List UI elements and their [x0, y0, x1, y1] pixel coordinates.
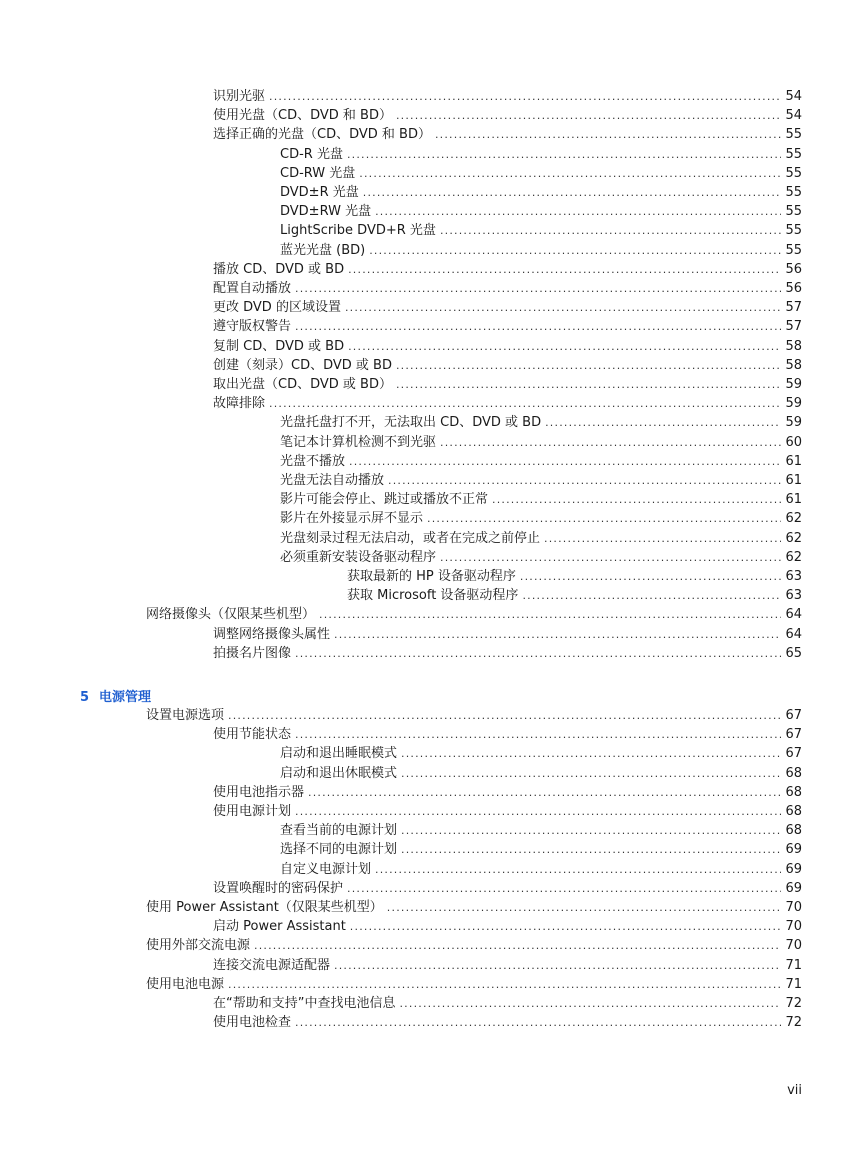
toc-leader-dots: [375, 860, 781, 879]
toc-entry-page: 67: [785, 746, 802, 762]
toc-leader-dots: [427, 509, 781, 528]
toc-entry-page: 59: [785, 377, 802, 392]
toc-leader-dots: [295, 802, 781, 821]
toc-entry[interactable]: [146, 898, 802, 917]
toc-entry-title: 笔记本计算机检测不到光驱: [280, 434, 437, 450]
toc-entry[interactable]: [213, 783, 802, 802]
toc-entry-title: 网络摄像头（仅限某些机型）: [146, 607, 316, 623]
toc-leader-dots: [349, 452, 781, 471]
toc-leader-dots: [435, 125, 781, 144]
toc-entry[interactable]: [280, 241, 802, 260]
toc-entry-title: 遵守版权警告: [213, 319, 292, 335]
toc-leader-dots: [295, 644, 781, 663]
toc-leader-dots: [350, 917, 782, 936]
toc-entry-title: 选择正确的光盘（CD、DVD 和 BD）: [213, 127, 431, 143]
toc-entry-page: 72: [785, 1015, 802, 1031]
toc-entry-page: 70: [785, 938, 802, 954]
toc-leader-dots: [401, 840, 781, 859]
toc-entry-page: 54: [785, 89, 802, 104]
toc-entry[interactable]: [213, 1013, 802, 1032]
toc-entry-page: 57: [785, 319, 802, 335]
toc-entry-title: 使用电池电源: [146, 976, 225, 992]
toc-leader-dots: [347, 879, 781, 898]
toc-entry-page: 55: [785, 127, 802, 143]
toc-entry-title: 更改 DVD 的区域设置: [213, 300, 341, 316]
toc-leader-dots: [545, 413, 781, 432]
toc-entry[interactable]: [146, 936, 802, 955]
toc-entry[interactable]: [347, 586, 802, 605]
toc-entry-page: 68: [785, 765, 802, 781]
toc-entry-title: 使用电池检查: [213, 1015, 292, 1031]
toc-entry-page: 68: [785, 823, 802, 839]
toc-entry[interactable]: [146, 605, 802, 624]
toc-entry-page: 68: [785, 784, 802, 800]
toc-entry-page: 72: [785, 996, 802, 1011]
toc-entry-page: 55: [785, 223, 802, 239]
toc-leader-dots: [401, 821, 781, 840]
toc-entry-page: 62: [785, 549, 802, 565]
toc-entry[interactable]: [213, 956, 802, 975]
toc-entry-title: 光盘刻录过程无法启动，或者在完成之前停止: [280, 530, 541, 546]
toc-entry-page: 63: [785, 588, 802, 604]
toc-entry[interactable]: [213, 879, 802, 898]
toc-entry-title: 配置自动播放: [213, 281, 292, 296]
toc-entry-title: 拍摄名片图像: [213, 645, 292, 661]
toc-entry-title: 使用外部交流电源: [146, 938, 251, 954]
toc-entry[interactable]: [280, 490, 802, 509]
toc-entry-title: 启动 Power Assistant: [213, 919, 346, 935]
toc-entry-page: 68: [785, 804, 802, 819]
toc-leader-dots: [228, 706, 781, 725]
toc-leader-dots: [348, 337, 781, 356]
toc-entry[interactable]: [213, 279, 802, 298]
toc-entry[interactable]: [213, 125, 802, 144]
toc-entry-title: 使用电池指示器: [213, 784, 305, 800]
toc-entry-title: 使用节能状态: [213, 727, 292, 743]
toc-leader-dots: [520, 567, 782, 586]
toc-entry-page: 71: [785, 957, 802, 973]
toc-entry-title: 取出光盘（CD、DVD 或 BD）: [213, 377, 392, 392]
toc-entry[interactable]: [280, 821, 802, 840]
toc-leader-dots: [334, 956, 781, 975]
toc-leader-dots: [269, 87, 781, 106]
toc-entry[interactable]: [280, 452, 802, 471]
toc-entry[interactable]: [213, 802, 802, 821]
toc-entry-page: 55: [785, 204, 802, 220]
toc-entry[interactable]: [213, 644, 802, 663]
toc-entry[interactable]: [146, 706, 802, 725]
toc-entry-title: 影片可能会停止、跳过或播放不正常: [280, 492, 489, 508]
toc-entry-title: CD-RW 光盘: [280, 165, 356, 181]
toc-entry-page: 54: [785, 108, 802, 124]
toc-leader-dots: [388, 471, 781, 490]
toc-entry-title: 获取 Microsoft 设备驱动程序: [347, 588, 519, 604]
toc-entry[interactable]: [280, 840, 802, 859]
toc-entry-page: 59: [785, 415, 802, 431]
toc-entry[interactable]: [213, 625, 802, 644]
toc-leader-dots: [375, 202, 781, 221]
toc-entry-title: 光盘不播放: [280, 453, 346, 469]
toc-entry-title: 连接交流电源适配器: [213, 957, 331, 973]
toc-leader-dots: [387, 898, 782, 917]
toc-entry-page: 69: [785, 842, 802, 858]
toc-entry-title: 在“帮助和支持”中查找电池信息: [213, 996, 396, 1011]
toc-leader-dots: [347, 145, 782, 164]
chapter-number: 5: [80, 690, 90, 705]
toc-leader-dots: [544, 529, 781, 548]
toc-entry-page: 62: [785, 530, 802, 546]
toc-entry-title: 查看当前的电源计划: [280, 823, 398, 839]
toc-entry-title: LightScribe DVD+R 光盘: [280, 223, 436, 239]
toc-entry-title: 获取最新的 HP 设备驱动程序: [347, 569, 516, 584]
toc-entry[interactable]: [280, 529, 802, 548]
toc-leader-dots: [399, 994, 781, 1013]
toc-entry-title: 识别光驱: [213, 89, 266, 104]
toc-entry[interactable]: [213, 994, 802, 1013]
toc-leader-dots: [295, 1013, 781, 1032]
toc-leader-dots: [522, 586, 781, 605]
toc-entry-title: 使用光盘（CD、DVD 和 BD）: [213, 108, 392, 124]
toc-leader-dots: [348, 260, 781, 279]
toc-entry-page: 56: [785, 261, 802, 277]
toc-entry[interactable]: [213, 725, 802, 744]
toc-leader-dots: [369, 241, 781, 260]
toc-entry-title: 启动和退出休眠模式: [280, 765, 398, 781]
toc-entry-title: 使用 Power Assistant（仅限某些机型）: [146, 900, 383, 915]
toc-entry-title: 光盘无法自动播放: [280, 473, 385, 488]
chapter-title: 电源管理: [99, 690, 152, 705]
toc-entry-page: 55: [785, 242, 802, 258]
toc-entry[interactable]: [213, 394, 802, 413]
toc-entry-title: 蓝光光盘 (BD): [280, 242, 366, 258]
toc-entry[interactable]: [213, 917, 802, 936]
toc-entry[interactable]: [347, 567, 802, 586]
toc-entry-title: DVD±RW 光盘: [280, 204, 372, 220]
toc-entry[interactable]: [146, 975, 802, 994]
toc-entry-title: 自定义电源计划: [280, 861, 372, 877]
toc-entry[interactable]: [280, 164, 802, 183]
toc-entry-page: 63: [785, 569, 802, 584]
toc-leader-dots: [440, 221, 782, 240]
toc-leader-dots: [295, 317, 781, 336]
toc-entry[interactable]: [213, 375, 802, 394]
toc-entry-title: 必须重新安装设备驱动程序: [280, 549, 437, 565]
toc-entry[interactable]: [280, 145, 802, 164]
toc-entry-title: 设置唤醒时的密码保护: [213, 880, 344, 896]
toc-entry-title: 使用电源计划: [213, 804, 292, 819]
toc-entry[interactable]: [280, 860, 802, 879]
toc-leader-dots: [363, 183, 782, 202]
toc-entry-title: 设置电源选项: [146, 708, 225, 723]
toc-leader-dots: [492, 490, 781, 509]
toc-entry-title: 播放 CD、DVD 或 BD: [213, 261, 345, 277]
toc-entry[interactable]: [280, 548, 802, 567]
toc-entry[interactable]: [213, 260, 802, 279]
toc-entry-title: 选择不同的电源计划: [280, 842, 398, 858]
toc-entry[interactable]: [280, 764, 802, 783]
toc-entry-title: 调整网络摄像头属性: [213, 626, 331, 642]
toc-leader-dots: [308, 783, 781, 802]
toc-entry-page: 69: [785, 861, 802, 877]
toc-leader-dots: [396, 356, 781, 375]
toc-leader-dots: [254, 936, 781, 955]
toc-entry-page: 60: [785, 434, 802, 450]
toc-entry-page: 67: [785, 708, 802, 723]
toc-entry-page: 55: [785, 165, 802, 181]
toc-leader-dots: [359, 164, 781, 183]
toc-entry[interactable]: [213, 298, 802, 317]
toc-leader-dots: [440, 433, 781, 452]
toc-entry[interactable]: [213, 106, 802, 125]
toc-leader-dots: [319, 605, 781, 624]
page-number-footer: vii: [787, 1083, 802, 1098]
toc-entry-page: 57: [785, 300, 802, 316]
toc-entry[interactable]: [213, 356, 802, 375]
toc-entry[interactable]: [280, 221, 802, 240]
toc-leader-dots: [401, 764, 781, 783]
toc-entry-title: 创建（刻录）CD、DVD 或 BD: [213, 357, 392, 373]
toc-entry-title: CD-R 光盘: [280, 146, 343, 162]
toc-entry-page: 67: [785, 727, 802, 743]
toc-entry-title: 复制 CD、DVD 或 BD: [213, 338, 345, 354]
toc-entry[interactable]: [280, 744, 802, 763]
toc-leader-dots: [334, 625, 781, 644]
toc-entry-page: 61: [785, 453, 802, 469]
toc-entry-page: 56: [785, 281, 802, 296]
toc-entry[interactable]: [280, 413, 802, 432]
toc-entry[interactable]: [280, 471, 802, 490]
toc-entry-title: 启动和退出睡眠模式: [280, 746, 398, 762]
toc-entry-page: 62: [785, 511, 802, 527]
toc-leader-dots: [396, 375, 781, 394]
toc-entry-page: 71: [785, 976, 802, 992]
chapter-heading[interactable]: [80, 688, 151, 707]
toc-entry[interactable]: [213, 87, 802, 106]
toc-leader-dots: [295, 279, 781, 298]
toc-entry-page: 55: [785, 146, 802, 162]
toc-leader-dots: [396, 106, 781, 125]
toc-entry[interactable]: [280, 202, 802, 221]
toc-leader-dots: [228, 975, 781, 994]
toc-entry-page: 61: [785, 473, 802, 488]
toc-entry-title: 故障排除: [213, 396, 266, 412]
toc-entry-page: 65: [785, 645, 802, 661]
toc-entry[interactable]: [280, 433, 802, 452]
toc-entry-page: 55: [785, 185, 802, 200]
toc-entry-page: 58: [785, 357, 802, 373]
toc-entry[interactable]: [280, 183, 802, 202]
toc-entry-page: 61: [785, 492, 802, 508]
toc-entry-title: 光盘托盘打不开，无法取出 CD、DVD 或 BD: [280, 415, 542, 431]
toc-entry-title: 影片在外接显示屏不显示: [280, 511, 424, 527]
toc-entry-page: 70: [785, 900, 802, 915]
toc-entry-page: 70: [785, 919, 802, 935]
toc-entry-page: 58: [785, 338, 802, 354]
toc-leader-dots: [440, 548, 781, 567]
toc-entry[interactable]: [280, 509, 802, 528]
toc-entry-page: 64: [785, 607, 802, 623]
toc-leader-dots: [345, 298, 782, 317]
toc-entry-page: 69: [785, 880, 802, 896]
toc-entry-page: 64: [785, 626, 802, 642]
toc-entry[interactable]: [213, 317, 802, 336]
toc-leader-dots: [401, 744, 781, 763]
toc-entry-page: 59: [785, 396, 802, 412]
toc-entry-title: DVD±R 光盘: [280, 185, 359, 200]
toc-leader-dots: [269, 394, 781, 413]
toc-leader-dots: [295, 725, 781, 744]
toc-entry[interactable]: [213, 337, 802, 356]
